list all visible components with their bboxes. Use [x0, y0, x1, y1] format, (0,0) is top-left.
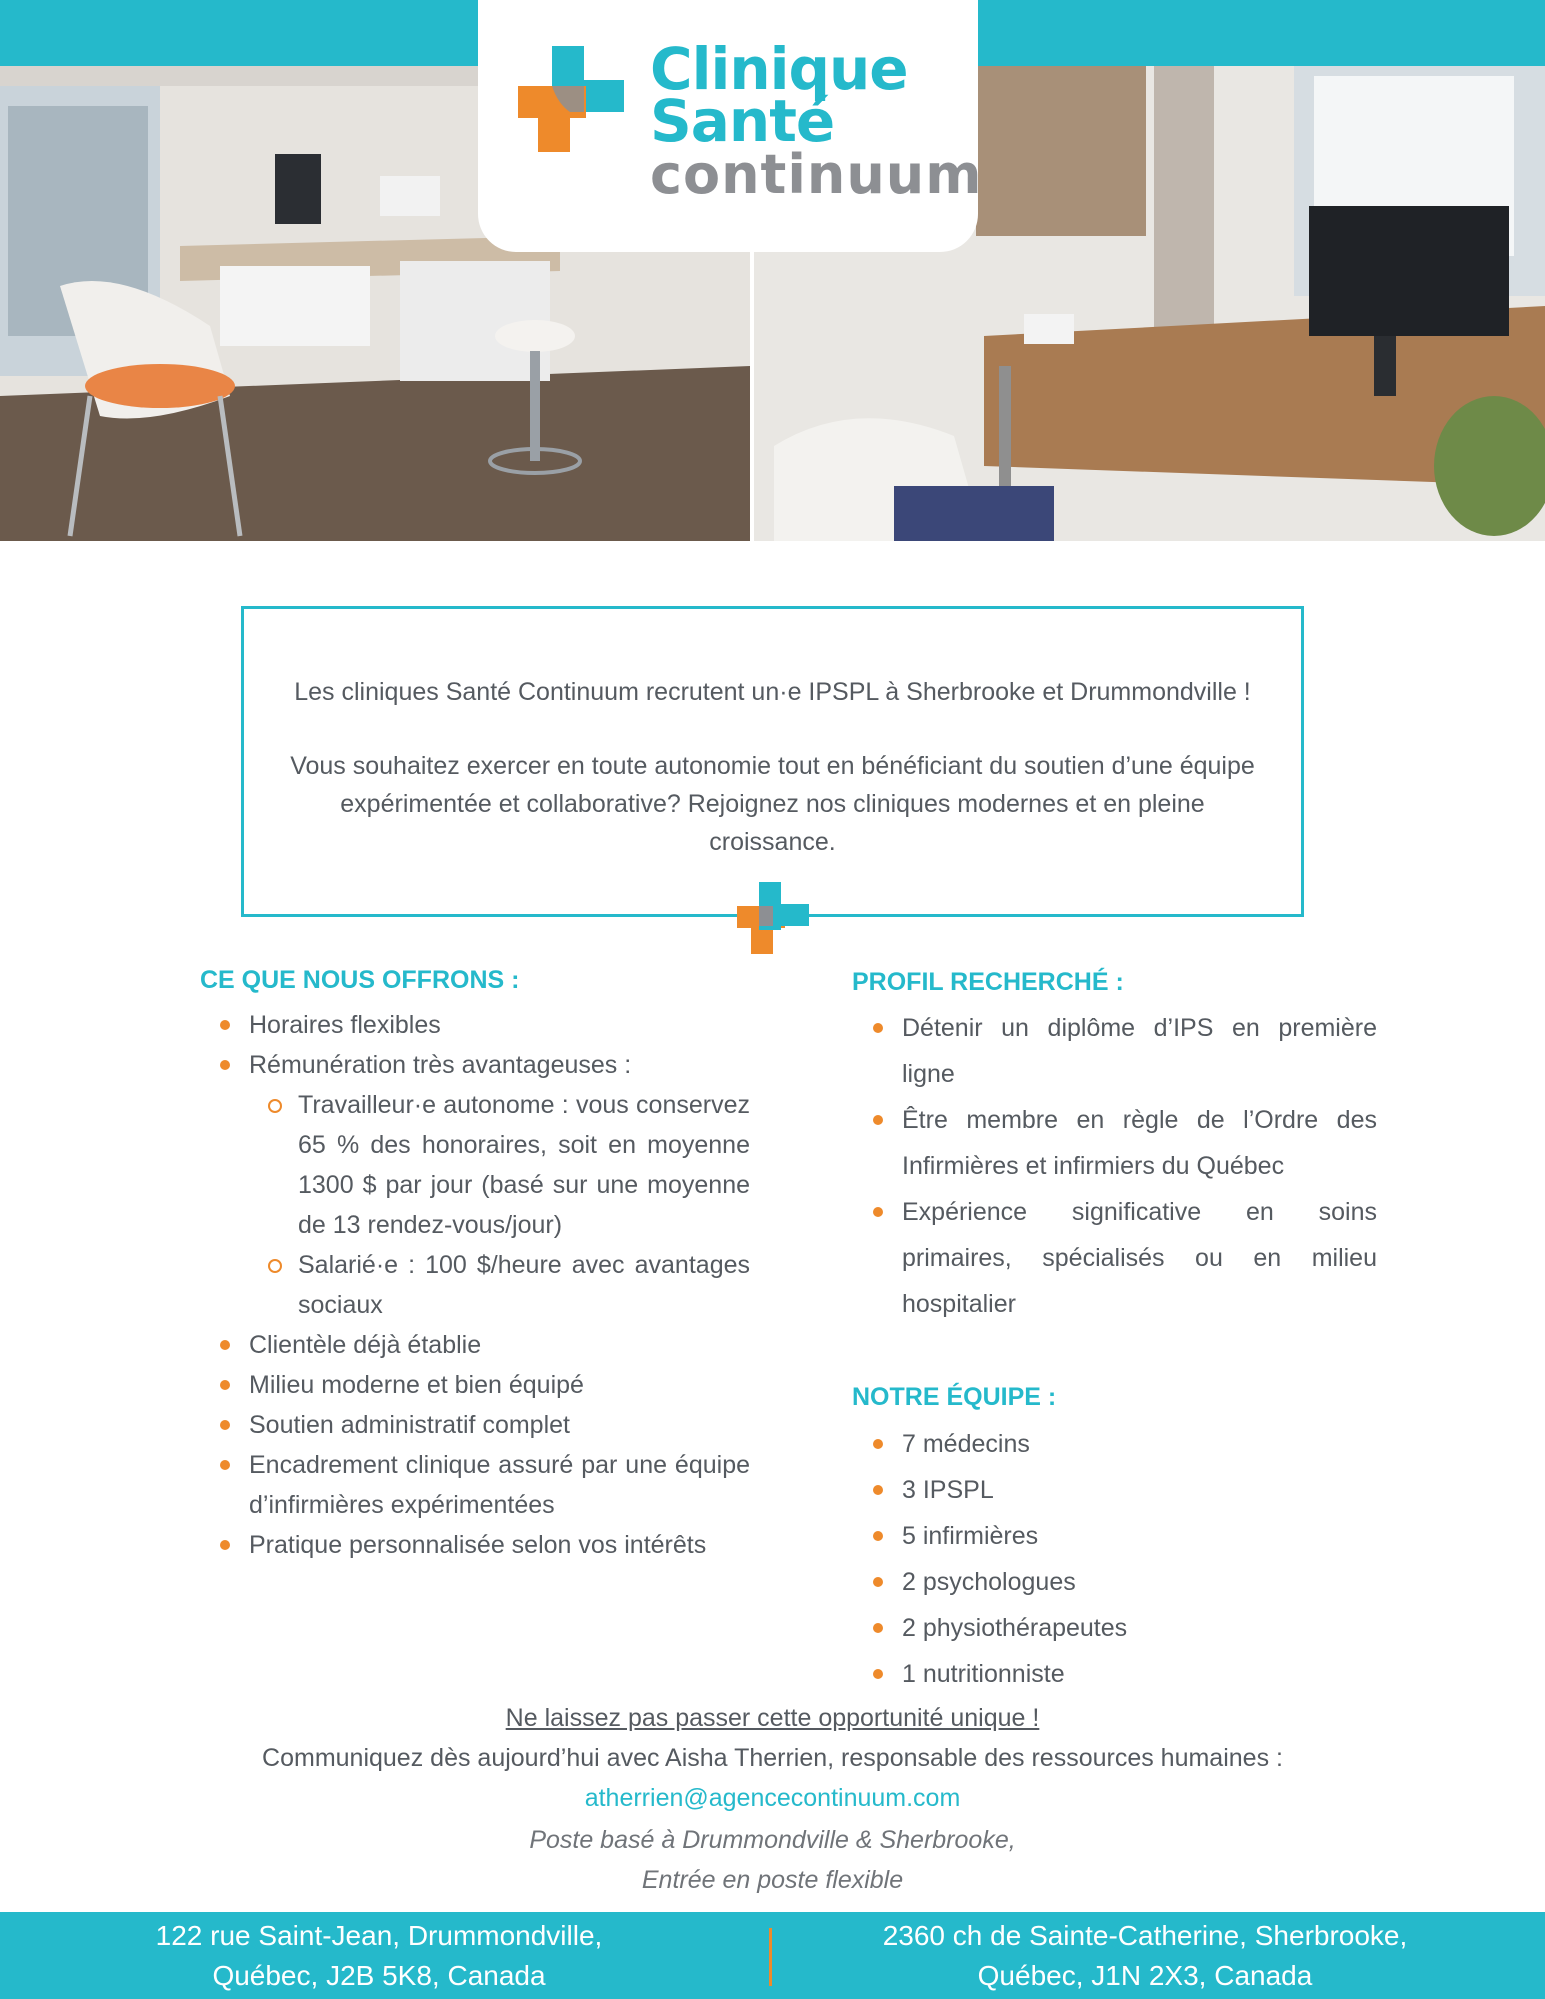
list-item: Être membre en règle de l’Ordre des Infirmières et infirmiers du Québec [852, 1097, 1377, 1189]
list-item: Rémunération très avantageuses : [200, 1045, 750, 1085]
list-item: Détenir un diplôme d’IPS en première ligne [852, 1005, 1377, 1097]
profile-list [852, 1005, 1377, 1327]
location-line-2: Entrée en poste flexible [641, 1866, 904, 1894]
list-item: 3 IPSPL [852, 1467, 1377, 1513]
brand-name-line1: Clinique [650, 35, 908, 103]
list-item: 1 nutritionniste [852, 1651, 1377, 1697]
brand-name-line3: continuum [650, 143, 983, 206]
brand-name-line2: Santé [650, 87, 835, 155]
intro-box [241, 606, 1304, 917]
address-sherbrooke [795, 1912, 1495, 1996]
list-item: Expérience significative en soins primaires, spécialisés ou en milieu hospitalier [852, 1189, 1377, 1327]
address-line: Québec, J1N 2X3, Canada [977, 1960, 1313, 1991]
footer-divider [769, 1928, 772, 1986]
location-line-1: Poste basé à Drummondville & Sherbrooke, [529, 1826, 1016, 1854]
address-line: Québec, J2B 5K8, Canada [212, 1960, 546, 1991]
team-list [852, 1421, 1377, 1697]
list-item: Salarié·e : 100 $/heure avec avantages sociaux [200, 1245, 750, 1325]
list-item: 7 médecins [852, 1421, 1377, 1467]
list-item: Horaires flexibles [200, 1005, 750, 1045]
cta-headline: Ne laissez pas passer cette opportunité unique ! [505, 1704, 1040, 1732]
list-item: 5 infirmières [852, 1513, 1377, 1559]
cross-logo-icon [518, 46, 624, 152]
list-item: 2 physiothérapeutes [852, 1605, 1377, 1651]
footer [0, 1912, 1545, 1999]
list-item: 2 psychologues [852, 1559, 1377, 1605]
email-link[interactable]: atherrien@agencecontinuum.com [584, 1784, 961, 1812]
logo [478, 0, 983, 252]
profile-title: PROFIL RECHERCHÉ : [852, 968, 1124, 996]
cta-contact: Communiquez dès aujourd’hui avec Aisha Therrien, responsable des ressources humaines : [262, 1744, 1283, 1772]
address-line: 122 rue Saint-Jean, Drummondville, [155, 1920, 603, 1951]
offer-title: CE QUE NOUS OFFRONS : [200, 966, 520, 994]
address-drummondville [29, 1912, 729, 1996]
list-item: Travailleur·e autonome : vous conservez 65 % des honoraires, soit en moyenne 1300 $ par jour (basé sur une moyenne de 13 rendez-vous/jour) [200, 1085, 750, 1245]
intro-paragraph-2: Vous souhaitez exercer en toute autonomie tout en bénéficiant du soutien d’une équipe expérimentée et collaborative? Rejoignez nos cliniques modernes et en pleine croissance. [290, 752, 1255, 856]
list-item: Encadrement clinique assuré par une équipe d’infirmières expérimentées [200, 1445, 750, 1525]
address-line: 2360 ch de Sainte-Catherine, Sherbrooke, [882, 1920, 1408, 1951]
list-item: Soutien administratif complet [200, 1405, 750, 1445]
list-item: Pratique personnalisée selon vos intérêts [200, 1525, 750, 1565]
list-item: Clientèle déjà établie [200, 1325, 750, 1365]
offer-list [200, 1005, 750, 1565]
team-title: NOTRE ÉQUIPE : [852, 1383, 1057, 1411]
list-item: Milieu moderne et bien équipé [200, 1365, 750, 1405]
cross-icon [737, 882, 809, 954]
intro-paragraph-1: Les cliniques Santé Continuum recrutent un·e IPSPL à Sherbrooke et Drummondville ! [294, 678, 1251, 706]
